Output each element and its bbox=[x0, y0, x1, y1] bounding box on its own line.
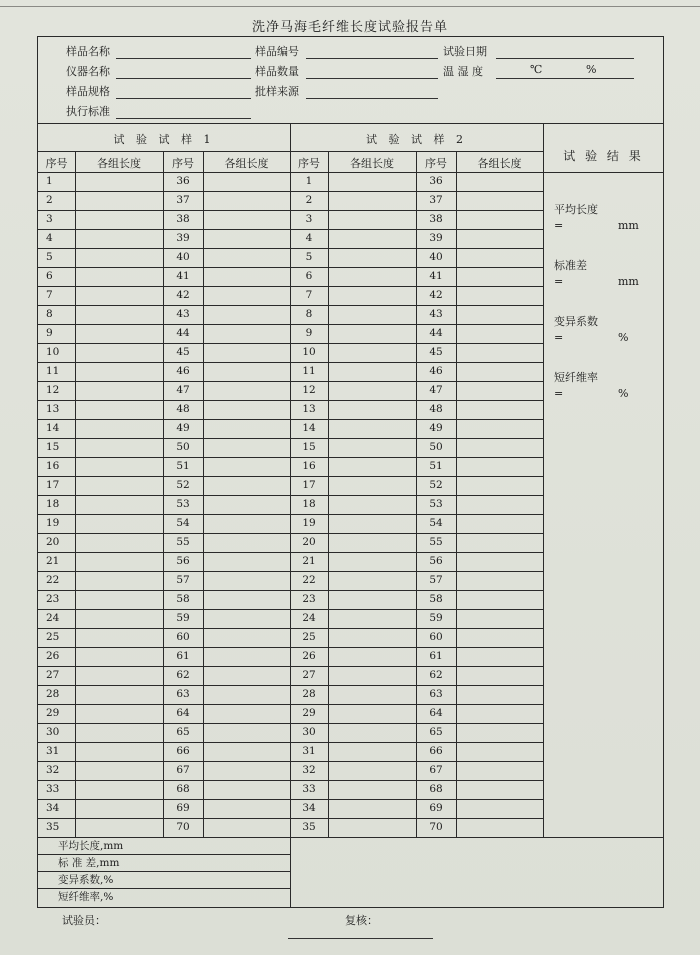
row-number: 32 bbox=[46, 764, 60, 776]
label-standard: 执行标准 bbox=[66, 105, 110, 118]
row-number: 53 bbox=[429, 498, 443, 510]
result-eq: = bbox=[554, 331, 564, 344]
bottom-rule bbox=[288, 938, 433, 939]
row-number: 36 bbox=[176, 175, 190, 187]
row-number: 34 bbox=[46, 802, 60, 814]
row-number: 63 bbox=[176, 688, 190, 700]
row-number: 28 bbox=[302, 688, 316, 700]
field-standard bbox=[116, 118, 251, 119]
field-instrument bbox=[116, 78, 251, 79]
row-number: 40 bbox=[429, 251, 443, 263]
result-title: 试 验 结 果 bbox=[563, 149, 644, 163]
col-seq: 序号 bbox=[45, 157, 68, 170]
field-spec bbox=[116, 98, 251, 99]
row-number: 65 bbox=[176, 726, 190, 738]
summary-cv: 变异系数,% bbox=[58, 874, 114, 886]
label-sample-no: 样品编号 bbox=[255, 45, 299, 58]
row-number: 29 bbox=[46, 707, 60, 719]
row-number: 7 bbox=[305, 289, 313, 301]
row-number: 38 bbox=[429, 213, 443, 225]
footer-reviewer: 复核： bbox=[345, 914, 378, 927]
result-short-fiber-label: 短纤维率 bbox=[554, 371, 598, 384]
row-number: 1 bbox=[305, 175, 313, 187]
row-number: 44 bbox=[429, 327, 443, 339]
row-number: 25 bbox=[46, 631, 60, 643]
row-number: 33 bbox=[302, 783, 316, 795]
row-number: 64 bbox=[429, 707, 443, 719]
col-group-length: 各组长度 bbox=[224, 157, 269, 170]
row-number: 48 bbox=[176, 403, 190, 415]
row-number: 22 bbox=[302, 574, 316, 586]
sample2-title: 试 验 试 样 2 bbox=[366, 133, 467, 146]
col-group-length: 各组长度 bbox=[350, 157, 394, 170]
row-number: 26 bbox=[302, 650, 316, 662]
label-batch-source: 批样来源 bbox=[255, 85, 299, 98]
row-number: 42 bbox=[176, 289, 190, 301]
top-rule bbox=[0, 6, 700, 7]
row-number: 35 bbox=[302, 821, 316, 833]
row-number: 17 bbox=[46, 479, 60, 491]
row-number: 18 bbox=[302, 498, 316, 510]
row-number: 35 bbox=[46, 821, 60, 833]
row-number: 50 bbox=[429, 441, 443, 453]
row-number: 4 bbox=[46, 232, 53, 244]
row-number: 51 bbox=[429, 460, 443, 472]
row-number: 49 bbox=[176, 422, 190, 434]
row-number: 8 bbox=[305, 308, 313, 320]
row-number: 42 bbox=[429, 289, 443, 301]
row-number: 3 bbox=[46, 213, 53, 225]
label-sample-name: 样品名称 bbox=[66, 45, 110, 58]
row-number: 64 bbox=[176, 707, 190, 719]
row-number: 54 bbox=[176, 517, 190, 529]
row-number: 56 bbox=[429, 555, 443, 567]
row-number: 12 bbox=[302, 384, 316, 396]
row-number: 21 bbox=[302, 555, 316, 567]
row-number: 9 bbox=[46, 327, 53, 339]
row-number: 23 bbox=[302, 593, 316, 605]
row-number: 4 bbox=[305, 232, 313, 244]
row-number: 32 bbox=[302, 764, 316, 776]
row-number: 8 bbox=[46, 308, 53, 320]
result-eq: = bbox=[554, 387, 564, 400]
row-number: 68 bbox=[176, 783, 190, 795]
page-title: 洗净马海毛纤维长度试验报告单 bbox=[251, 20, 448, 35]
row-number: 69 bbox=[176, 802, 190, 814]
row-number: 43 bbox=[176, 308, 190, 320]
row-number: 40 bbox=[176, 251, 190, 263]
row-number: 13 bbox=[46, 403, 60, 415]
row-number: 27 bbox=[302, 669, 316, 681]
unit-celsius: ℃ bbox=[530, 63, 543, 76]
row-number: 15 bbox=[302, 441, 316, 453]
row-number: 31 bbox=[46, 745, 60, 757]
row-number: 18 bbox=[46, 498, 60, 510]
row-number: 58 bbox=[176, 593, 190, 605]
row-number: 10 bbox=[46, 346, 60, 358]
row-number: 66 bbox=[176, 745, 190, 757]
row-number: 15 bbox=[46, 441, 60, 453]
row-number: 52 bbox=[429, 479, 443, 491]
col-seq: 序号 bbox=[425, 157, 447, 170]
row-number: 52 bbox=[176, 479, 190, 491]
row-number: 70 bbox=[429, 821, 443, 833]
row-number: 19 bbox=[46, 517, 60, 529]
col-seq: 序号 bbox=[298, 157, 320, 170]
row-number: 62 bbox=[176, 669, 190, 681]
row-number: 45 bbox=[429, 346, 443, 358]
row-number: 65 bbox=[429, 726, 443, 738]
row-number: 25 bbox=[302, 631, 316, 643]
row-number: 55 bbox=[429, 536, 443, 548]
row-number: 68 bbox=[429, 783, 443, 795]
row-number: 60 bbox=[429, 631, 443, 643]
label-spec: 样品规格 bbox=[66, 85, 110, 98]
row-number: 57 bbox=[429, 574, 443, 586]
row-number: 43 bbox=[429, 308, 443, 320]
row-number: 70 bbox=[176, 821, 190, 833]
col-group-length: 各组长度 bbox=[97, 157, 141, 170]
row-number: 55 bbox=[176, 536, 190, 548]
row-number: 47 bbox=[429, 384, 443, 396]
row-number: 29 bbox=[302, 707, 316, 719]
row-number: 33 bbox=[46, 783, 60, 795]
row-number: 5 bbox=[46, 251, 53, 263]
summary-std-dev: 标 准 差,mm bbox=[58, 857, 120, 869]
sample1-title: 试 验 试 样 1 bbox=[113, 133, 215, 146]
result-eq: = bbox=[554, 275, 564, 288]
result-std-dev-label: 标准差 bbox=[554, 259, 587, 272]
row-number: 14 bbox=[46, 422, 60, 434]
row-number: 38 bbox=[176, 213, 190, 225]
row-number: 12 bbox=[46, 384, 60, 396]
field-sample-no bbox=[306, 58, 438, 59]
row-number: 54 bbox=[429, 517, 443, 529]
row-number: 57 bbox=[176, 574, 190, 586]
row-number: 47 bbox=[176, 384, 190, 396]
field-temp-humidity bbox=[496, 78, 634, 79]
row-number: 69 bbox=[429, 802, 443, 814]
row-number: 44 bbox=[176, 327, 190, 339]
row-number: 3 bbox=[305, 213, 313, 225]
summary-avg-length: 平均长度,mm bbox=[58, 840, 124, 852]
col-group-length: 各组长度 bbox=[477, 157, 522, 170]
row-number: 58 bbox=[429, 593, 443, 605]
col-seq: 序号 bbox=[172, 157, 194, 170]
result-unit-pct: % bbox=[618, 331, 629, 344]
row-number: 59 bbox=[429, 612, 443, 624]
row-number: 60 bbox=[176, 631, 190, 643]
field-sample-name bbox=[116, 58, 251, 59]
result-avg-length-label: 平均长度 bbox=[554, 203, 598, 216]
row-number: 21 bbox=[46, 555, 60, 567]
result-eq: = bbox=[554, 219, 564, 232]
row-number: 30 bbox=[46, 726, 60, 738]
row-number: 16 bbox=[46, 460, 60, 472]
header-separator bbox=[38, 123, 663, 124]
row-number: 62 bbox=[429, 669, 443, 681]
result-cv-label: 变异系数 bbox=[554, 315, 598, 328]
row-number: 39 bbox=[176, 232, 190, 244]
field-batch-source bbox=[306, 98, 438, 99]
row-number: 61 bbox=[176, 650, 190, 662]
row-number: 48 bbox=[429, 403, 443, 415]
row-number: 41 bbox=[176, 270, 190, 282]
result-unit-mm: mm bbox=[618, 275, 639, 288]
row-number: 53 bbox=[176, 498, 190, 510]
row-number: 6 bbox=[305, 270, 313, 282]
row-number: 10 bbox=[302, 346, 316, 358]
summary-short-fiber: 短纤维率,% bbox=[58, 891, 114, 903]
row-number: 26 bbox=[46, 650, 60, 662]
row-number: 50 bbox=[176, 441, 190, 453]
row-number: 24 bbox=[46, 612, 60, 624]
row-number: 7 bbox=[46, 289, 53, 301]
label-temp-humidity: 温 湿 度 bbox=[443, 65, 483, 78]
row-number: 23 bbox=[46, 593, 60, 605]
row-number: 41 bbox=[429, 270, 443, 282]
row-number: 46 bbox=[176, 365, 190, 377]
field-sample-qty bbox=[306, 78, 438, 79]
row-number: 14 bbox=[302, 422, 316, 434]
row-number: 61 bbox=[429, 650, 443, 662]
result-divider bbox=[543, 123, 544, 837]
row-number: 2 bbox=[46, 194, 53, 206]
row-number: 39 bbox=[429, 232, 443, 244]
row-number: 59 bbox=[176, 612, 190, 624]
row-number: 6 bbox=[46, 270, 53, 282]
row-number: 20 bbox=[46, 536, 60, 548]
row-number: 67 bbox=[176, 764, 190, 776]
row-number: 22 bbox=[46, 574, 60, 586]
row-number: 37 bbox=[176, 194, 190, 206]
label-sample-qty: 样品数量 bbox=[255, 65, 299, 78]
row-number: 45 bbox=[176, 346, 190, 358]
label-test-date: 试验日期 bbox=[443, 45, 487, 58]
unit-percent: % bbox=[586, 63, 597, 76]
row-number: 16 bbox=[302, 460, 316, 472]
row-number: 24 bbox=[302, 612, 316, 624]
row-number: 20 bbox=[302, 536, 316, 548]
result-unit-pct: % bbox=[618, 387, 629, 400]
row-number: 67 bbox=[429, 764, 443, 776]
row-number: 11 bbox=[302, 365, 316, 377]
row-number: 37 bbox=[429, 194, 443, 206]
report-form bbox=[37, 36, 664, 908]
row-number: 49 bbox=[429, 422, 443, 434]
row-number: 51 bbox=[176, 460, 190, 472]
row-number: 46 bbox=[429, 365, 443, 377]
row-number: 28 bbox=[46, 688, 60, 700]
row-number: 19 bbox=[302, 517, 316, 529]
row-number: 1 bbox=[46, 175, 53, 187]
row-number: 31 bbox=[302, 745, 316, 757]
label-instrument: 仪器名称 bbox=[66, 65, 110, 78]
row-number: 63 bbox=[429, 688, 443, 700]
row-number: 17 bbox=[302, 479, 316, 491]
row-number: 66 bbox=[429, 745, 443, 757]
field-test-date bbox=[496, 58, 634, 59]
footer-tester: 试验员： bbox=[62, 914, 106, 927]
row-number: 2 bbox=[305, 194, 313, 206]
result-unit-mm: mm bbox=[618, 219, 639, 232]
row-number: 27 bbox=[46, 669, 60, 681]
row-number: 11 bbox=[46, 365, 60, 377]
row-number: 34 bbox=[302, 802, 316, 814]
row-number: 36 bbox=[429, 175, 443, 187]
row-number: 30 bbox=[302, 726, 316, 738]
row-number: 56 bbox=[176, 555, 190, 567]
row-number: 5 bbox=[305, 251, 313, 263]
row-number: 9 bbox=[305, 327, 313, 339]
row-number: 13 bbox=[302, 403, 316, 415]
